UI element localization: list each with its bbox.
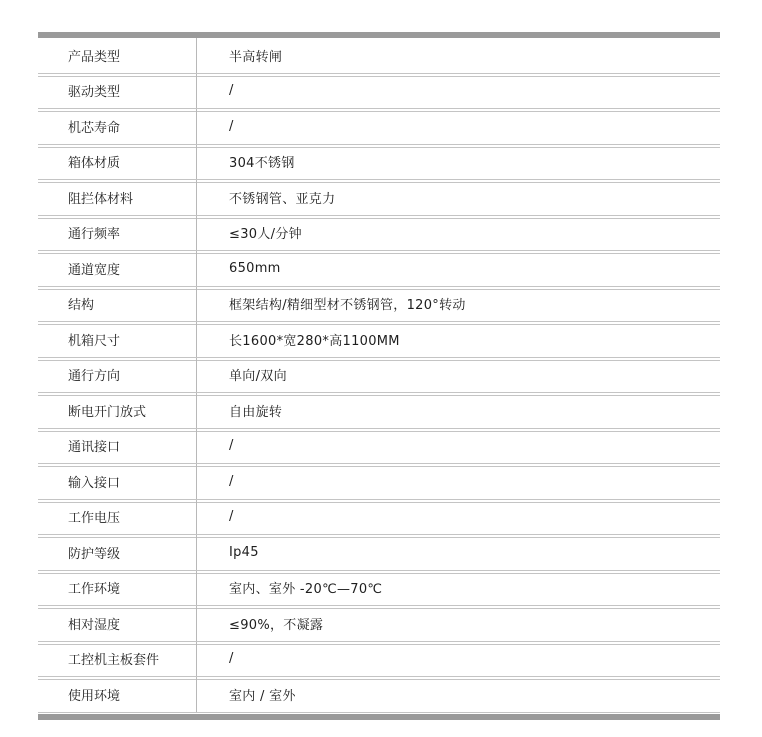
table-rows (38, 38, 720, 713)
row-value: / (229, 509, 234, 525)
row-label: 结构 (38, 287, 197, 322)
row-label: 工控机主板套件 (38, 642, 197, 677)
table-row (38, 535, 720, 571)
row-label: 通道宽度 (38, 251, 197, 286)
row-label: 相对湿度 (38, 606, 197, 641)
row-value: 框架结构/精细型材不锈钢管，120°转动 (229, 298, 466, 314)
row-label: 通行方向 (38, 358, 197, 393)
table-row (38, 642, 720, 678)
row-label: 使用环境 (38, 677, 197, 712)
table-row (38, 464, 720, 500)
row-value: 半高转闸 (229, 49, 283, 65)
table-row (38, 393, 720, 429)
table-row (38, 606, 720, 642)
table-row (38, 358, 720, 394)
table-row (38, 216, 720, 252)
row-value: ≤90%，不凝露 (229, 617, 324, 633)
table-row (38, 38, 720, 74)
row-label: 阻拦体材料 (38, 180, 197, 215)
table-row (38, 109, 720, 145)
row-label: 防护等级 (38, 535, 197, 570)
table-row (38, 677, 720, 713)
row-value: 304不锈钢 (229, 156, 295, 172)
row-value: 室内、室外 -20℃—70℃ (229, 582, 383, 598)
row-label: 工作电压 (38, 500, 197, 535)
row-value: 不锈钢管、亚克力 (229, 191, 336, 207)
row-value: / (229, 438, 234, 454)
table-row (38, 287, 720, 323)
row-value: / (229, 651, 234, 667)
row-value: 长1600*宽280*高1100MM (229, 333, 400, 349)
row-value: 单向/双向 (229, 369, 287, 385)
row-label: 通讯接口 (38, 429, 197, 464)
row-label: 输入接口 (38, 464, 197, 499)
row-value: 自由旋转 (229, 404, 283, 420)
table-row (38, 74, 720, 110)
table-row (38, 571, 720, 607)
row-label: 机芯寿命 (38, 109, 197, 144)
row-value: / (229, 83, 234, 99)
table-row (38, 500, 720, 536)
row-label: 断电开门放式 (38, 393, 197, 428)
row-value: / (229, 473, 234, 489)
row-label: 产品类型 (38, 38, 197, 73)
table-bottom-bar (38, 714, 720, 720)
row-value: 室内 / 室外 (229, 688, 296, 704)
table-row (38, 322, 720, 358)
table-row (38, 429, 720, 465)
table-row (38, 180, 720, 216)
row-value: Ip45 (229, 544, 259, 560)
row-value: / (229, 118, 234, 134)
table-row (38, 145, 720, 181)
table-row (38, 251, 720, 287)
row-label: 机箱尺寸 (38, 322, 197, 357)
row-label: 工作环境 (38, 571, 197, 606)
row-label: 通行频率 (38, 216, 197, 251)
row-label: 箱体材质 (38, 145, 197, 180)
row-label: 驱动类型 (38, 74, 197, 109)
spec-table (38, 32, 720, 720)
row-value: ≤30人/分钟 (229, 227, 302, 243)
row-value: 650mm (229, 260, 281, 276)
